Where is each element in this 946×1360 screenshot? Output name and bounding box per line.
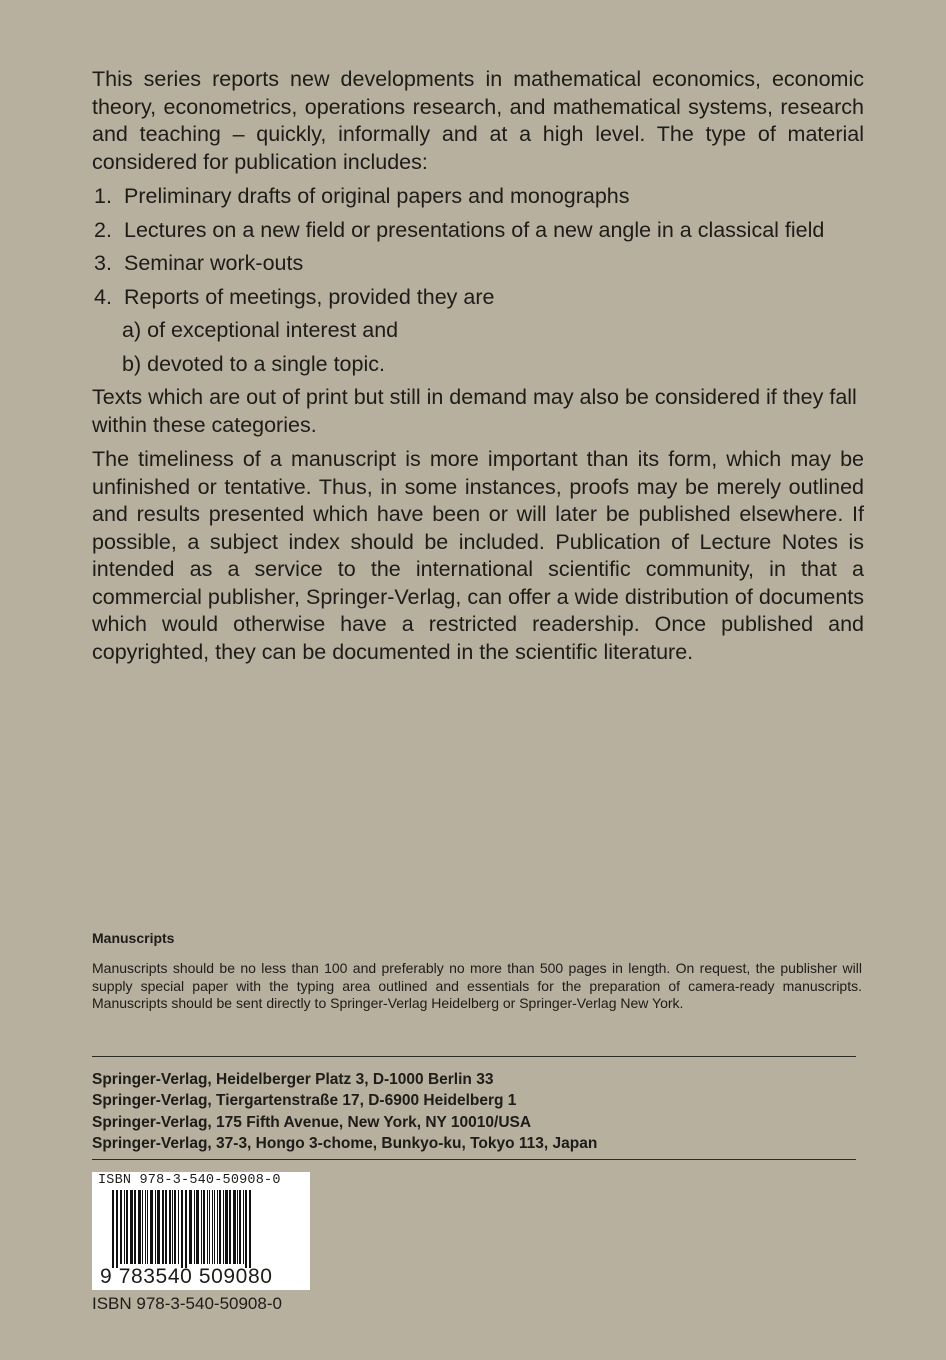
barcode-bar <box>229 1190 231 1264</box>
barcode-bar <box>172 1190 173 1264</box>
barcode-digits: 9 783540 509080 <box>100 1265 273 1288</box>
barcode-bar <box>233 1190 236 1264</box>
divider-bottom <box>92 1159 856 1160</box>
barcode-bar <box>165 1190 167 1264</box>
list-item-text: Lectures on a new field or presentations of a new angle in a classical field <box>124 217 825 242</box>
barcode-bar <box>145 1190 146 1264</box>
list-item-number: 4. <box>94 284 112 309</box>
barcode-bar <box>142 1190 143 1264</box>
barcode-bar <box>162 1190 164 1264</box>
address-new-york: Springer-Verlag, 175 Fifth Avenue, New York, NY 10010/USA <box>92 1113 532 1131</box>
list-item <box>92 250 864 278</box>
intro-paragraph: This series reports new developments in mathematical economics, economic theory, econometrics, operations research, and mathematical systems, research and teaching – quickly, informally and at a high level. The type of material considered for publication includes: <box>92 67 864 174</box>
barcode-bar <box>237 1190 238 1264</box>
barcode-bar <box>194 1190 195 1264</box>
barcode-bar <box>243 1190 244 1264</box>
list-item <box>92 284 864 312</box>
barcode-bar <box>169 1190 171 1264</box>
series-description <box>92 66 864 666</box>
barcode-bar <box>201 1190 202 1264</box>
sub-item-text: devoted to a single topic. <box>147 351 385 376</box>
list-item-number: 2. <box>94 217 112 242</box>
barcode-bar <box>124 1190 125 1264</box>
list-item <box>92 183 864 211</box>
barcode-bar <box>209 1190 210 1264</box>
barcode-bar <box>155 1190 156 1264</box>
address-berlin: Springer-Verlag, Heidelberger Platz 3, D-1000 Berlin 33 <box>92 1071 494 1088</box>
barcode-bar <box>207 1190 208 1264</box>
barcode-bar <box>223 1190 224 1264</box>
barcode-bar <box>196 1190 199 1264</box>
barcode-isbn-label: ISBN 978-3-540-50908-0 <box>98 1173 281 1188</box>
list-item-text: Seminar work-outs <box>124 251 304 275</box>
barcode-bar <box>189 1190 192 1264</box>
barcode-bar <box>245 1190 247 1268</box>
address-tokyo: Springer-Verlag, 37-3, Hongo 3-chome, Bunkyo-ku, Tokyo 113, Japan <box>92 1134 598 1152</box>
sub-item <box>92 351 864 379</box>
barcode-bar <box>185 1190 187 1268</box>
barcode-bar <box>219 1190 221 1264</box>
barcode-bar <box>157 1190 160 1264</box>
sub-item-text: of exceptional interest and <box>147 318 399 342</box>
list-item-number: 3. <box>94 251 112 275</box>
address-heidelberg: Springer-Verlag, Tiergartenstraße 17, D-6900 Heidelberg 1 <box>92 1092 517 1110</box>
barcode-bar <box>120 1190 122 1264</box>
sub-item-label: a) <box>122 318 142 342</box>
barcode-bar <box>174 1190 176 1264</box>
timeliness-paragraph: The timeliness of a manuscript is more important than its form, which may be unfinished or tentative. Thus, in some instances, proofs may be merely outlined and results presented which have been or will later be published elsewhere. If possible, a subject index should be included. Publication of Lecture Notes is intended as a service to the international scientific community, in that a commercial publisher, Springer-Verlag, can offer a wide distribution of documents which would otherwise have a restricted readership. Once published and copyrighted, they can be documented in the scientific literature. <box>92 447 864 664</box>
barcode-bar <box>212 1190 213 1264</box>
barcode-bar <box>214 1190 215 1264</box>
barcode-bar <box>181 1190 183 1268</box>
barcode-bar <box>116 1190 118 1268</box>
barcode-bar <box>126 1190 128 1264</box>
barcode-bar <box>147 1190 148 1264</box>
barcode-bar <box>249 1190 251 1268</box>
manuscripts-text: Manuscripts should be no less than 100 and preferably no more than 500 pages in length. On request, the publisher will supply special paper with the typing area outlined and essentials for the preparation of camera-ready manuscripts. Manuscripts should be sent directly to Springer-Verlag Heidelberg or Springer-Verlag New York. <box>92 960 862 1011</box>
material-list <box>92 183 864 378</box>
list-item-text: Reports of meetings, provided they are <box>124 284 495 309</box>
list-item-text: Preliminary drafts of original papers and monographs <box>124 184 630 208</box>
manuscripts-heading: Manuscripts <box>92 930 175 946</box>
list-item-number: 1. <box>94 184 112 208</box>
barcode-bar <box>239 1190 241 1264</box>
barcode-bar <box>178 1190 179 1264</box>
out-of-print-paragraph: Texts which are out of print but still in demand may also be considered if they fall within these categories. <box>92 385 857 437</box>
barcode-bar <box>130 1190 133 1264</box>
publisher-addresses <box>92 1069 597 1154</box>
isbn-text: ISBN 978-3-540-50908-0 <box>92 1294 282 1313</box>
barcode-bars <box>92 1190 310 1270</box>
barcode-bar <box>225 1190 228 1264</box>
divider-top <box>92 1056 856 1057</box>
list-item <box>92 217 864 245</box>
barcode-bar <box>150 1190 153 1264</box>
barcode-bar <box>134 1190 136 1264</box>
barcode-bar <box>112 1190 114 1268</box>
sub-item-label: b) <box>122 351 142 376</box>
barcode-bar <box>138 1190 141 1264</box>
isbn-barcode <box>92 1172 310 1290</box>
sub-item <box>92 317 864 345</box>
barcode-bar <box>203 1190 205 1264</box>
barcode-bar <box>217 1190 218 1264</box>
